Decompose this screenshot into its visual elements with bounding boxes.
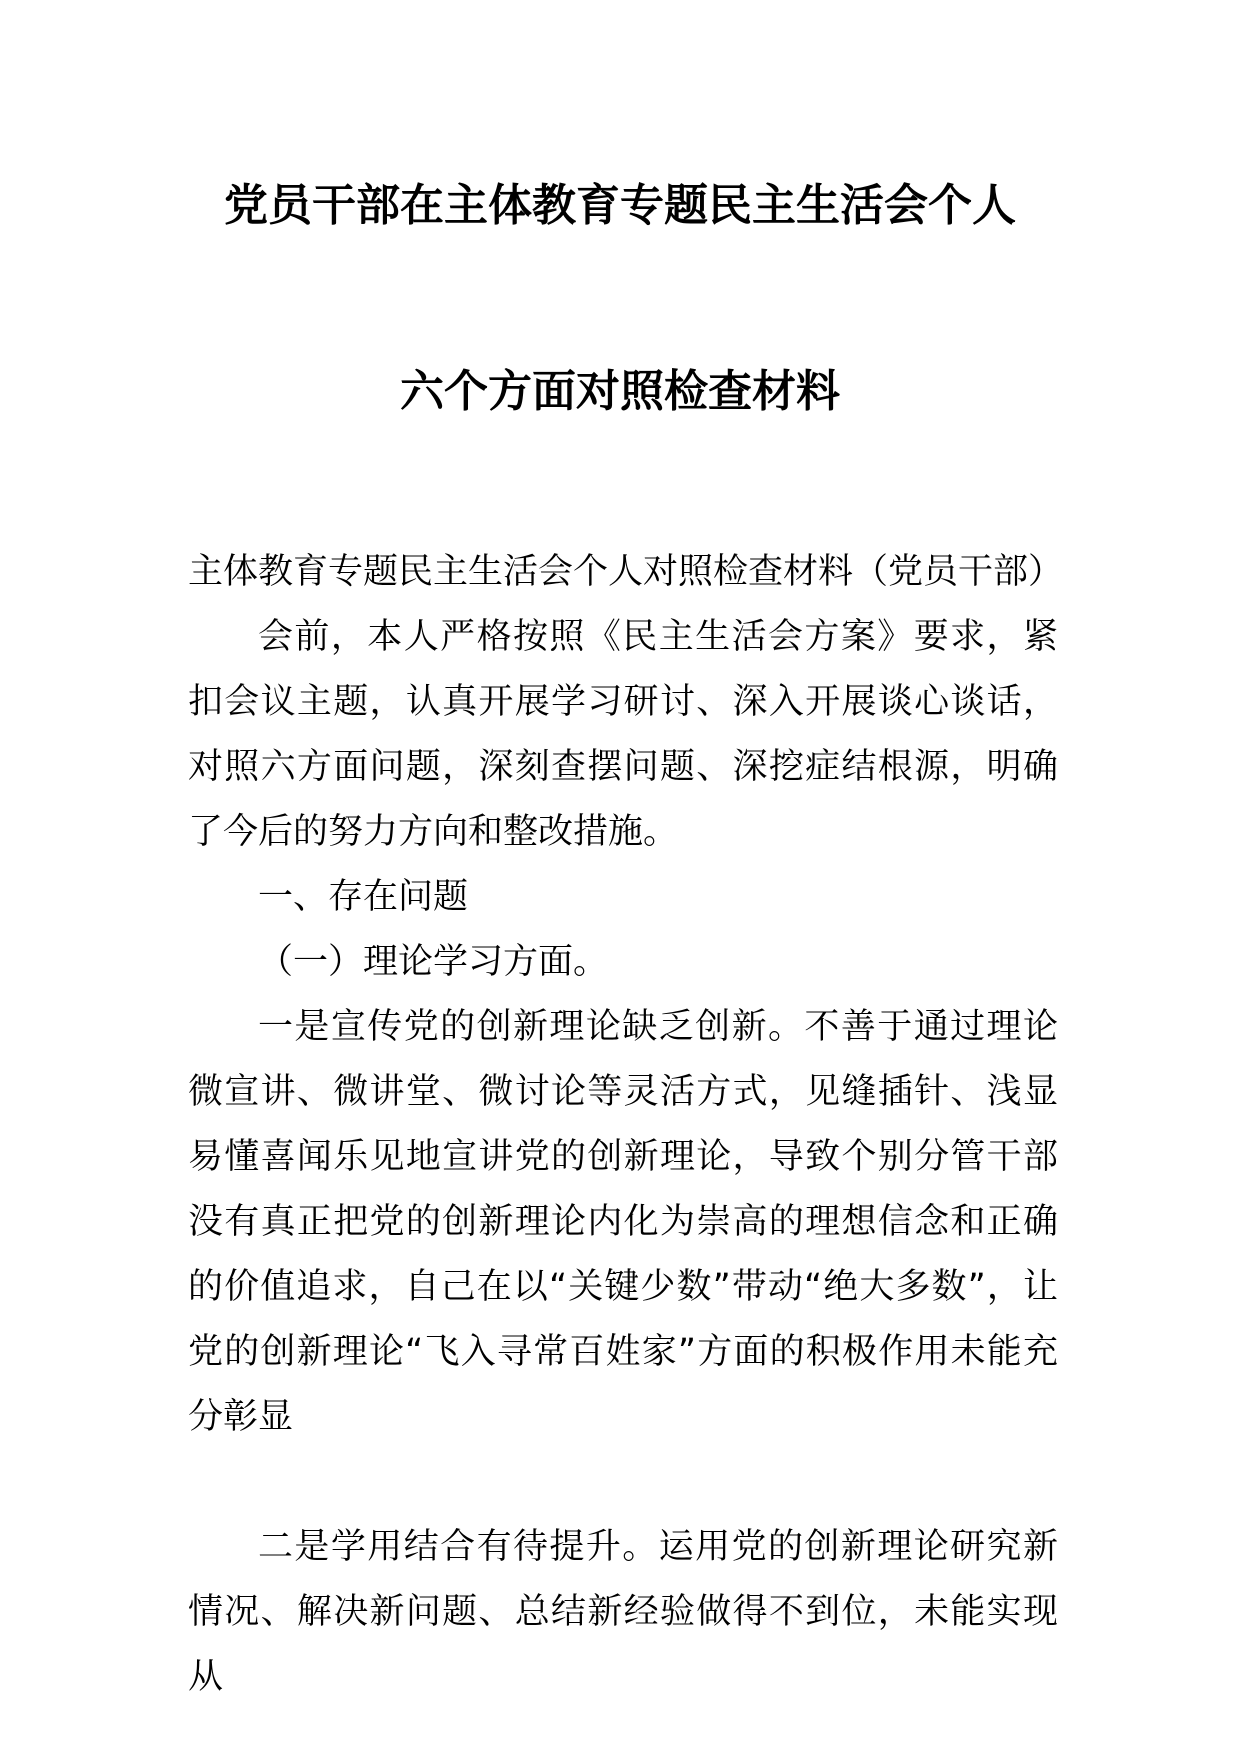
document-subtitle: 主体教育专题民主生活会个人对照检查材料（党员干部） <box>188 552 1064 592</box>
paragraph-point-2: 二是学用结合有待提升。运用党的创新理论研究新情况、解决新问题、总结新经验做得不到位，未能实现从 <box>188 1527 1058 1697</box>
document-body <box>188 540 1064 1710</box>
paragraph-point-1: 一是宣传党的创新理论缺乏创新。不善于通过理论微宣讲、微讲堂、微讨论等灵活方式，见缝插针、浅显易懂喜闻乐见地宣讲党的创新理论，导致个别分管干部没有真正把党的创新理论内化为崇高的理想信念和正确的价值追求，自己在以“关键少数”带动“绝大多数”，让党的创新理论“飞入寻常百姓家”方面的积极作用未能充分彰显 <box>188 1007 1058 1437</box>
paragraph-gap <box>188 1450 1058 1515</box>
subsection-heading: （一）理论学习方面。 <box>258 942 609 982</box>
document-title-line-2: 六个方面对照检查材料 <box>400 366 840 417</box>
section-heading: 一、存在问题 <box>258 877 469 917</box>
paragraph-intro: 会前，本人严格按照《民主生活会方案》要求，紧扣会议主题，认真开展学习研讨、深入开展谈心谈话，对照六方面问题，深刻查摆问题、深挖症结根源，明确了今后的努力方向和整改措施。 <box>188 617 1058 852</box>
document-title-line-1: 党员干部在主体教育专题民主生活会个人 <box>224 180 1016 231</box>
